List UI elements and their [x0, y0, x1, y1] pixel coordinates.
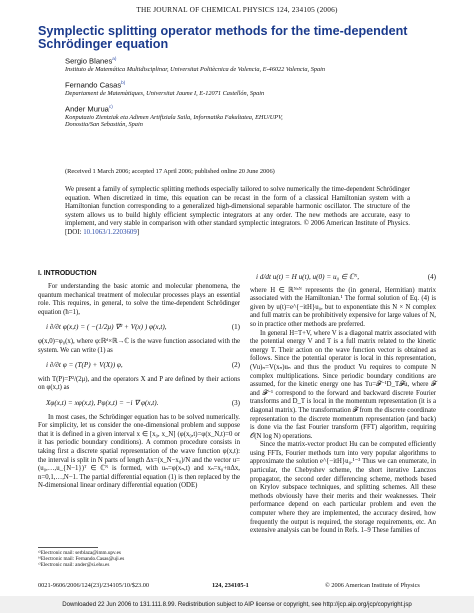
author-1 — [65, 56, 116, 66]
download-notice: Downloaded 22 Jun 2006 to 131.111.8.99. Redistribution subject to AIP license or copyright, see http://jcp.aip.org/jcp/copyright.jsp — [62, 601, 412, 608]
affiliation-3 — [65, 114, 425, 129]
author-footnote-mark[interactable]: c) — [108, 104, 113, 109]
affiliation-1: Instituto de Matemática Multidisciplinar, Universitat Politècnica de Valencia, E-46022 Valencia, Spain — [65, 66, 326, 73]
body-paragraph-1: where H ∈ ℝᴺˣᴺ represents the (in general, Hermitian) matrix associated with the Hamiltonian.¹ The formal solution of Eq. (4) is given by u(t)=e^{−itH}u₀, but to exponentiate this N × N complex and full matrix can be prohibitively expensive for large values of N, so in practice other methods are preferred. — [250, 286, 436, 328]
author-3 — [65, 104, 113, 114]
equation-1: i ∂/∂t φ(x,t) = ( −(1/2μ) ∇² + V(x) ) φ(x,t), — [46, 323, 167, 332]
footer-page: 124, 234105-1 — [212, 582, 249, 589]
equation-3-number: (3) — [231, 398, 240, 407]
footer-issn: 0021-9606/2006/124(23)/234105/10/$23.00 — [38, 582, 150, 589]
footnote-2: ᵇ⁾Electronic mail: Fernando.Casas@uji.es — [38, 556, 125, 562]
doi-link[interactable]: 10.1063/1.2203609 — [83, 228, 137, 236]
equation-3: Xφ(x,t) = xφ(x,t), Pφ(x,t) = −i ∇ φ(x,t). — [46, 398, 159, 407]
right-column — [250, 271, 436, 536]
equation-4: i d/dt u(t) = H u(t), u(0) = u₀ ∈ ℂᴺ, — [256, 273, 360, 281]
section-heading: I. INTRODUCTION — [38, 270, 97, 277]
equation-3-row — [46, 399, 240, 408]
doi-suffix: ] — [136, 228, 140, 236]
abstract-text: We present a family of symplectic splitting methods especially tailored to solve numerically the time-dependent Schrödinger equation. When discretized in time, this equation can be recast in the form of a classical Hamiltonian system with a Hamiltonian function corresponding to a generalized high-dimensional separable harmonic oscillator. The structure of the system allows us to build highly efficient symplectic integrators at any order. The new methods are accurate, easy to implement, and very stable in comparison with other standard symplectic integrators. © 2006 American Institute of Physics. — [65, 186, 410, 227]
equation-1-number: (1) — [231, 323, 240, 332]
footnote-1: ᵃ⁾Electronic mail: serblaza@imm.upv.es — [38, 550, 121, 556]
author-2 — [65, 80, 125, 90]
equation-2-number: (2) — [231, 361, 240, 370]
intro-paragraph-3: with T(P)=P²/(2μ), and the operators X and P are defined by their actions on φ(x,t) as — [38, 375, 240, 392]
footnote-rule — [38, 547, 98, 548]
author-footnote-mark[interactable]: a) — [112, 56, 117, 61]
body-paragraph-3: Since the matrix-vector product Hu can be computed efficiently using FFTs, Fourier methods turn into very popular algorithms to approximate the solution e^{−itH}u₀.¹⁻³ Thus we can enumerate, in particular, the Chebyshev scheme, the short iterative Lanczos propagator, the second order differencing scheme, methods based on Krylov subspace techniques, and splitting schemes. All these methods obviously have their merits and their weaknesses. Their performance depend on each particular problem and even the computer where they are implemented, the accuracy desired, how frequently the output is required, the storage requirements, etc. An extensive analysis can be found in Refs. 1–9 These families of — [250, 441, 436, 535]
equation-4-number: (4) — [427, 273, 436, 281]
doi-prefix: [DOI: — [65, 228, 84, 236]
affiliation-line: Donostia/San Sebastián, Spain — [65, 121, 143, 129]
author-name: Sergio Blanes — [65, 56, 113, 66]
equation-2-row — [46, 361, 240, 370]
author-footnote-mark[interactable]: b) — [121, 80, 126, 85]
affiliation-2: Departament de Matemàtiques, Universitat Jaume I, E-12071 Castellón, Spain — [65, 90, 265, 97]
paper-title: Symplectic splitting operator methods for the time-dependent Schrödinger equation — [38, 24, 408, 51]
body-paragraph-2: In general H=T+V, where V is a diagonal matrix associated with the potential energy V and T is a full matrix related to the kinetic energy T. Their action on the wave function vector is obtained as follows. Since the potential operator is local in this representation, (Vu)ₙ=V(xₙ)uₙ and thus the product Vu requires to compute N complex multiplications. Since periodic boundary conditions are assumed, for the kinetic energy one has Tu=𝓕⁻¹D_T𝓕u, where 𝓕 and 𝓕⁻¹ correspond to the forward and backward discrete Fourier transforms and D_T is local in the momentum representation (it is a diagonal matrix). The transformation 𝓕 from the discrete coordinate representation to the discrete momentum representation (and back) is done via the fast Fourier transform (FFT) algorithm, requiring 𝒪(N log N) operations. — [250, 329, 436, 440]
equation-4-row — [256, 273, 436, 282]
intro-paragraph-2: φ(x,0)=φ₀(x), where φ:ℝᵈ×ℝ→ℂ is the wave function associated with the system. We can write (1) as — [38, 337, 240, 354]
author-name: Fernando Casas — [65, 80, 122, 90]
affiliation-line: Konputazio Zientziak eta Adimen Artifiziala Saila, Informatika Fakultatea, EHU/UPV, — [65, 114, 283, 121]
author-name: Ander Murua — [65, 104, 109, 114]
equation-1-row — [46, 323, 240, 332]
footnote-3: ᶜ⁾Electronic mail: ander@si.ehu.es — [38, 562, 110, 568]
received-dates: (Received 1 March 2006; accepted 17 April 2006; published online 20 June 2006) — [65, 168, 275, 175]
footer-copyright: © 2006 American Institute of Physics — [325, 582, 420, 589]
intro-paragraph-1: For understanding the basic atomic and molecular phenomena, the quantum mechanical treatment of molecular processes plays an essential role. This requires, in general, to solve the time-dependent Schrödinger equation (ħ=1), — [38, 283, 240, 316]
intro-paragraph-4: In most cases, the Schrödinger equation has to be solved numerically. For simplicity, let us consider the one-dimensional problem and suppose that it is defined in a given interval x ∈ [x₀, x_N] (φ(x₀,t)=φ(x_N,t)=0 or it has periodic boundary conditions). A common procedure consists in taking first a discrete spatial representation of the wave function φ(x,t): the interval is split in N parts of length Δx=(x_N−x₀)/N and the vector u=(u₀,…,u_{N−1})ᵀ ∈ ℂᴺ is formed, with uₙ=φ(xₙ,t) and xₙ=x₀+nΔx, n=0,1,…,N−1. The partial differential equation (1) is then replaced by the N-dimensional linear ordinary differential equation (ODE) — [38, 413, 240, 490]
journal-header: THE JOURNAL OF CHEMICAL PHYSICS 124, 234105 (2006) — [136, 5, 338, 14]
abstract — [65, 186, 410, 237]
equation-2: i ∂/∂t φ = (T(P) + V(X)) φ, — [46, 361, 123, 370]
left-column — [38, 283, 240, 491]
